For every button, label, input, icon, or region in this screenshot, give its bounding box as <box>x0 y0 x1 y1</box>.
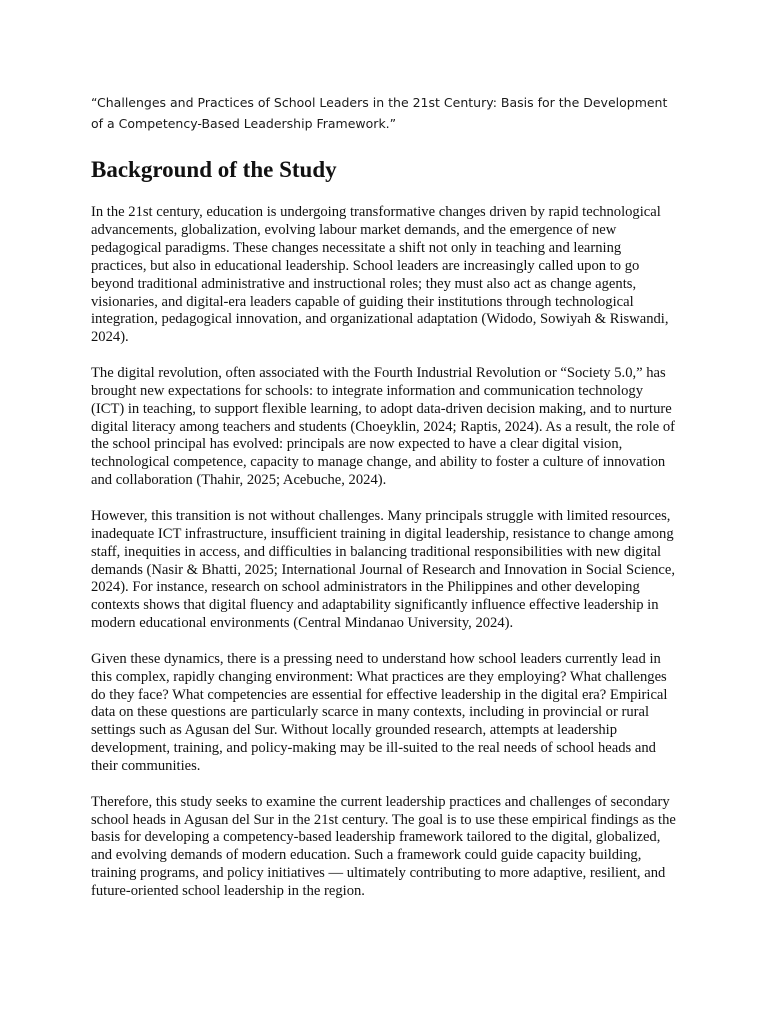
paragraph-1: In the 21st century, education is undergoing transformative changes driven by rapid technological advancements, globalization, evolving labour market demands, and the emergence of new pedagogical paradigms. These changes necessitate a shift not only in teaching and learning practices, but also in educational leadership. School leaders are increasingly called upon to go beyond traditional administrative and instructional roles; they must also act as change agents, visionaries, and digital-era leaders capable of guiding their institutions through technological integration, pedagogical innovation, and organizational adaptation (Widodo, Sowiyah & Riswandi, 2024). <box>91 204 669 346</box>
paragraph-2: The digital revolution, often associated with the Fourth Industrial Revolution or “Society 5.0,” has brought new expectations for schools: to integrate information and communication technology (ICT) in teaching, to support flexible learning, to adopt data-driven decision making, and to nurture digital literacy among teachers and students (Choeyklin, 2024; Raptis, 2024). As a result, the role of the school principal has evolved: principals are now expected to have a clear digital vision, technological competence, capacity to manage change, and ability to foster a culture of innovation and collaboration (Thahir, 2025; Acebuche, 2024). <box>91 364 676 489</box>
paragraph-4: Given these dynamics, there is a pressing need to understand how school leaders currently lead in this complex, rapidly changing environment: What practices are they employing? What challenges do they face? What competencies are essential for effective leadership in the digital era? Empirical data on these questions are particularly scarce in many contexts, including in provincial or rural settings such as Agusan del Sur. Without locally grounded research, attempts at leadership development, training, and policy-making may be ill-suited to the real needs of school heads and their communities. <box>91 650 668 775</box>
section-heading: Background of the Study <box>91 157 337 182</box>
paragraph-3: However, this transition is not without challenges. Many principals struggle with limited resources, inadequate ICT infrastructure, insufficient training in digital leadership, resistance to change among staff, inequities in access, and difficulties in balancing traditional responsibilities with new digital demands (Nasir & Bhatti, 2025; International Journal of Research and Innovation in Social Science, 2024). For instance, research on school administrators in the Philippines and other developing contexts shows that digital fluency and adaptability significantly influence effective leadership in modern educational environments (Central Mindanao University, 2024). <box>91 507 675 632</box>
paragraph-5: Therefore, this study seeks to examine the current leadership practices and challenges of secondary school heads in Agusan del Sur in the 21st century. The goal is to use these empirical findings as the basis for developing a competency-based leadership framework tailored to the digital, globalized, and evolving demands of modern education. Such a framework could guide capacity building, training programs, and policy initiatives — ultimately contributing to more adaptive, resilient, and future-oriented school leadership in the region. <box>91 793 676 900</box>
study-title: “Challenges and Practices of School Leaders in the 21st Century: Basis for the Development of a Competency-Based Leadership Framework.” <box>91 95 668 131</box>
document-page <box>91 92 679 919</box>
